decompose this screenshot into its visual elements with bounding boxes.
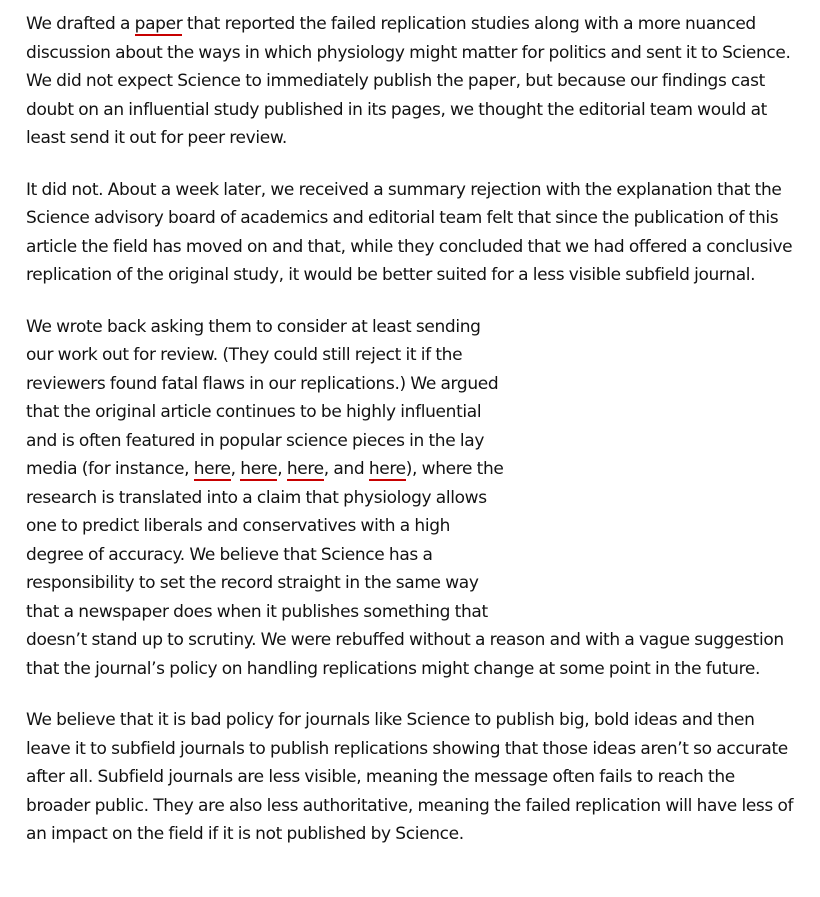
article-body	[26, 10, 808, 872]
here-link-3[interactable]: here	[286, 459, 324, 479]
separator: ,	[277, 459, 287, 479]
paragraph-1	[26, 10, 796, 153]
here-link-2[interactable]: here	[240, 459, 278, 479]
separator: , and	[323, 459, 369, 479]
image-placeholder-space	[508, 313, 808, 626]
separator: ,	[230, 459, 241, 479]
paragraph-2: It did not. About a week later, we received a summary rejection with the explanation that the Science advisory board of academics and editorial team felt that since the publication of this article the field has moved on and that, while they concluded that we had offered a conclusive replication of the original study, it would be better suited for a less visible subfield journal.	[26, 179, 793, 285]
paragraph-text: We drafted a	[26, 14, 135, 34]
here-link-1[interactable]: here	[193, 459, 231, 479]
here-link-4[interactable]: here	[368, 459, 406, 479]
paper-link[interactable]: paper	[134, 14, 183, 34]
paragraph-4: We believe that it is bad policy for journals like Science to publish big, bold ideas and then leave it to subfield journals to publish replications showing that those ideas aren’t so accurate after all. Subfield journals are less visible, meaning the message often fails to reach the broader public. They are also less authoritative, meaning the failed replication will have less of an impact on the field if it is not published by Science.	[26, 710, 794, 844]
paragraph-3-wrapper	[26, 313, 808, 684]
paragraph-text: We wrote back asking them to consider at least sending our work out for review. (They could still reject it if the reviewers found fatal flaws in our replications.) We argued that the original article continues to be highly influential and is often featured in popular science pieces in the lay media (for instance,	[26, 316, 499, 479]
paragraph-text: ), where the research is translated into a claim that physiology allows one to predict liberals and conservatives with a high degree of accuracy. We believe that Science has a responsibility to set the record straight in the same way that a newspaper does when it publishes something that doesn’t stand up to scrutiny. We were rebuffed without a reason and with a vague suggestion that the journal’s policy on handling replications might change at some point in the future.	[26, 459, 784, 679]
paragraph-text: that reported the failed replication studies along with a more nuanced discussion about the ways in which physiology might matter for politics and sent it to Science. We did not expect Science to immediately publish the paper, but because our findings cast doubt on an influential study published in its pages, we thought the editorial team would at least send it out for peer review.	[26, 14, 791, 148]
